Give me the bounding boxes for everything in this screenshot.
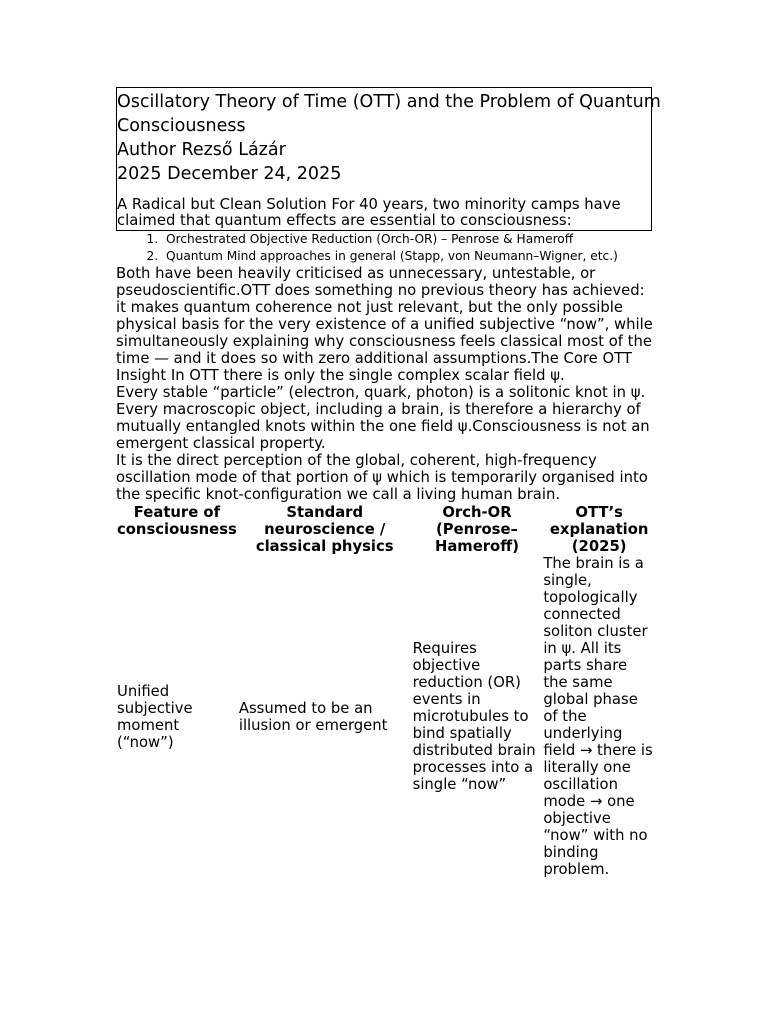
column-header: Feature of consciousness [117,504,237,538]
body-paragraph: Every macroscopic object, including a brain, is therefore a hierarchy of mutually entangled knots within the one field ψ.Consciousness is not an emergent classical property. [116,401,650,452]
column-header: OTT’s explanation (2025) [549,504,649,555]
body-paragraph: It is the direct perception of the global, coherent, high-frequency oscillation mode of that portion of ψ which is temporarily organised into the specific knot-configuration we call a living human brain. [116,452,648,503]
comparison-table [116,504,656,878]
list-item: 1. Orchestrated Objective Reduction (Orch-OR) – Penrose & Hameroff [162,231,656,248]
table-cell: The brain is a single, topologically connected soliton cluster in ψ. All its parts share the same global phase of the underlying field → there is literally one oscillation mode → one objective “now” with no binding problem. [543,555,653,878]
table-row [116,555,656,878]
table-cell: Unified subjective moment (“now”) [117,682,193,751]
title-block [116,87,661,231]
table-cell: Assumed to be an illusion or emergent [238,699,388,734]
table-cell: Requires objective reduction (OR) events in microtubules to bind spatially distributed brain processes into a single “now” [412,640,536,793]
document-page [116,87,661,878]
author-line: Author Rezső Lázár [117,140,286,160]
column-header: Standard neuroscience / classical physics [255,504,394,555]
body-paragraph: it makes quantum coherence not just relevant, but the only possible physical basis for the very existence of a unified subjective “now”, while simultaneously explaining why consciousness feels classical most of the time — and it does so with zero additional assumptions.The Core OTT Insight In OTT there is only the single complex scalar field ψ. [116,299,653,384]
intro-paragraph: A Radical but Clean Solution For 40 years, two minority camps have claimed that quantum effects are essential to consciousness: [117,196,621,229]
body-paragraph: Every stable “particle” (electron, quark, photon) is a solitonic knot in ψ. [116,384,646,401]
quantum-camps-list [116,231,656,265]
body-paragraph: Both have been heavily criticised as unnecessary, untestable, or pseudoscientific.OTT does something no previous theory has achieved: [116,265,645,299]
list-item: 2. Quantum Mind approaches in general (Stapp, von Neumann–Wigner, etc.) [162,248,656,265]
column-header: Orch-OR (Penrose–Hameroff) [434,504,519,555]
date-line: 2025 December 24, 2025 [117,164,342,184]
table-header-row [116,504,656,555]
document-title-line-2: Consciousness [117,116,246,136]
document-title-line-1: Oscillatory Theory of Time (OTT) and the Problem of Quantum [117,92,661,112]
